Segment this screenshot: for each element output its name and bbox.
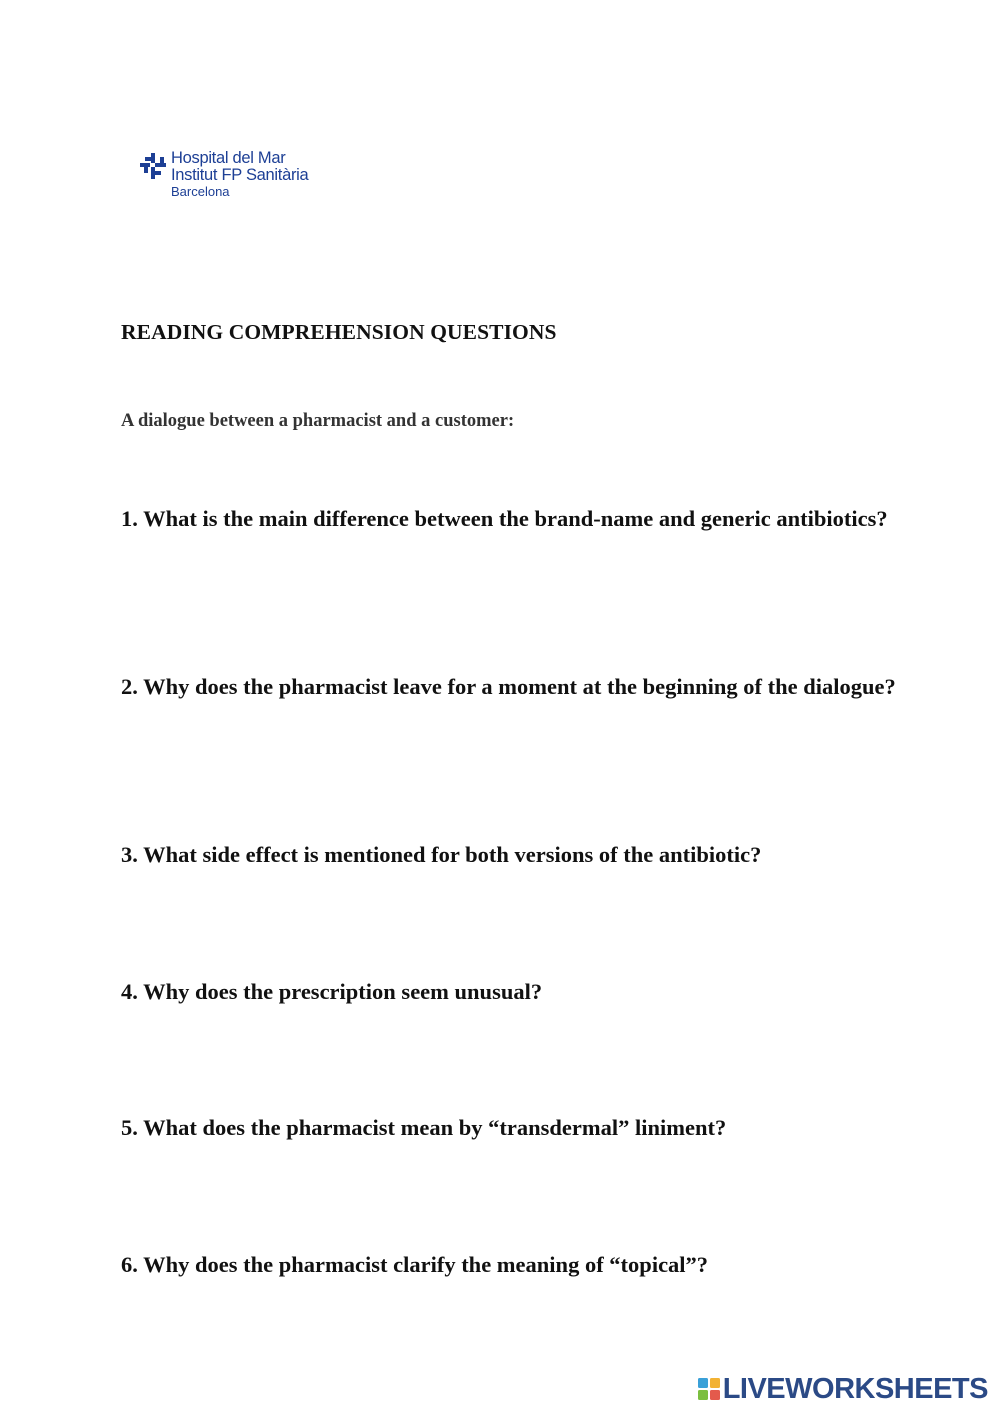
question-3: 3. What side effect is mentioned for both versions of the antibiotic? [121,842,762,867]
page-subtitle: A dialogue between a pharmacist and a customer: [121,411,515,431]
page-title: READING COMPREHENSION QUESTIONS [121,320,557,344]
logo-city: Barcelona [171,184,230,199]
watermark-text: LIVEWORKSHEETS [722,1372,988,1405]
liveworksheets-logo-icon [698,1378,720,1400]
logo-hospital-name: Hospital del Mar [171,149,286,167]
liveworksheets-watermark [698,1374,988,1404]
question-5: 5. What does the pharmacist mean by “transdermal” liniment? [121,1115,727,1140]
question-2: 2. Why does the pharmacist leave for a moment at the beginning of the dialogue? [121,674,896,699]
question-6: 6. Why does the pharmacist clarify the meaning of “topical”? [121,1252,709,1277]
logo-text [171,150,308,198]
hospital-cross-icon [140,153,168,181]
question-1: 1. What is the main difference between the brand-name and generic antibiotics? [121,506,888,531]
institution-logo [140,150,360,202]
question-4: 4. Why does the prescription seem unusual? [121,979,543,1004]
logo-institute-name: Institut FP Sanitària [171,166,309,184]
